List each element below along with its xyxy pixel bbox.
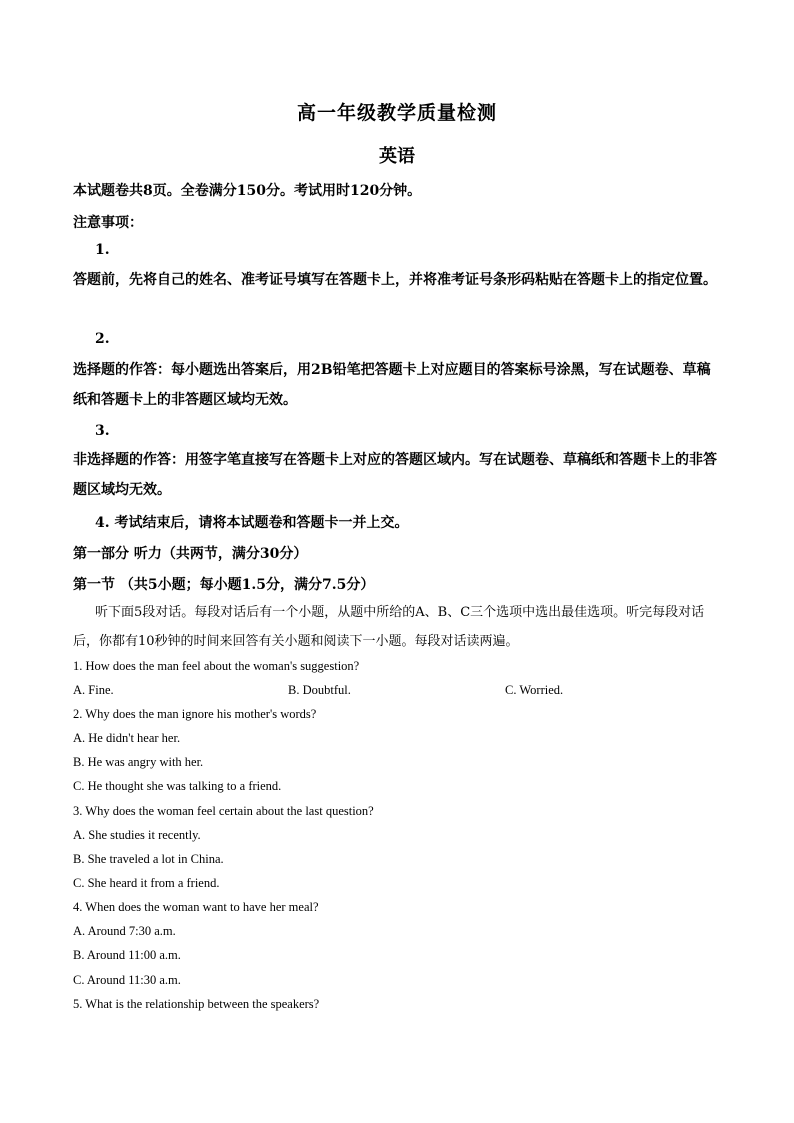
exam-info: 本试题卷共8页。全卷满分150分。考试用时120分钟。 — [73, 183, 422, 199]
notice-item-4: 4. 考试结束后，请将本试题卷和答题卡一并上交。 — [95, 515, 409, 531]
question-1-option-b: B. Doubtful. — [288, 683, 351, 697]
exam-title: 高一年级教学质量检测 — [296, 102, 497, 124]
question-4-option-b: B. Around 11:00 a.m. — [73, 948, 181, 962]
notice-item-3-number: 3. — [95, 423, 110, 439]
question-3-option-b: B. She traveled a lot in China. — [73, 852, 224, 866]
question-2-option-c: C. He thought she was talking to a friend. — [73, 779, 282, 793]
question-3-option-a: A. She studies it recently. — [73, 828, 201, 842]
part1-heading: 第一部分 听力（共两节，满分30分） — [73, 546, 308, 562]
listening-instructions: 听下面5段对话。每段对话后有一个小题，从题中所给的A、B、C三个选项中选出最佳选项。听完每段对话后，你都有10秒钟的时间来回答有关小题和阅读下一小题。每段对话读两遍。 — [73, 605, 705, 649]
question-1-option-a: A. Fine. — [73, 683, 114, 697]
notice-item-2-number: 2. — [95, 331, 110, 347]
question-3-option-c: C. She heard it from a friend. — [73, 876, 220, 890]
notice-item-1-text: 答题前，先将自己的姓名、准考证号填写在答题卡上，并将准考证号条形码粘贴在答题卡上的指定位置。 — [73, 272, 717, 288]
question-1-option-c: C. Worried. — [505, 683, 564, 697]
question-4: 4. When does the woman want to have her meal? — [73, 900, 319, 914]
notice-item-3-text: 非选择题的作答：用签字笔直接写在答题卡上对应的答题区域内。写在试题卷、草稿纸和答题卡上的非答题区域均无效。 — [73, 452, 717, 498]
question-2-option-b: B. He was angry with her. — [73, 755, 204, 769]
question-5: 5. What is the relationship between the speakers? — [73, 997, 320, 1011]
subject-title: 英语 — [379, 146, 415, 167]
notice-item-2-text: 选择题的作答：每小题选出答案后，用2B铅笔把答题卡上对应题目的答案标号涂黑，写在试题卷、草稿纸和答题卡上的非答题区域均无效。 — [73, 362, 711, 408]
question-2: 2. Why does the man ignore his mother's words? — [73, 707, 317, 721]
notice-heading: 注意事项： — [73, 215, 143, 231]
question-4-option-c: C. Around 11:30 a.m. — [73, 973, 181, 987]
question-3: 3. Why does the woman feel certain about the last question? — [73, 804, 374, 818]
notice-item-1-number: 1. — [95, 242, 110, 258]
question-1: 1. How does the man feel about the woman's suggestion? — [73, 659, 360, 673]
question-2-option-a: A. He didn't hear her. — [73, 731, 181, 745]
question-4-option-a: A. Around 7:30 a.m. — [73, 924, 176, 938]
section1-heading: 第一节 （共5小题；每小题1.5分，满分7.5分） — [73, 577, 375, 593]
